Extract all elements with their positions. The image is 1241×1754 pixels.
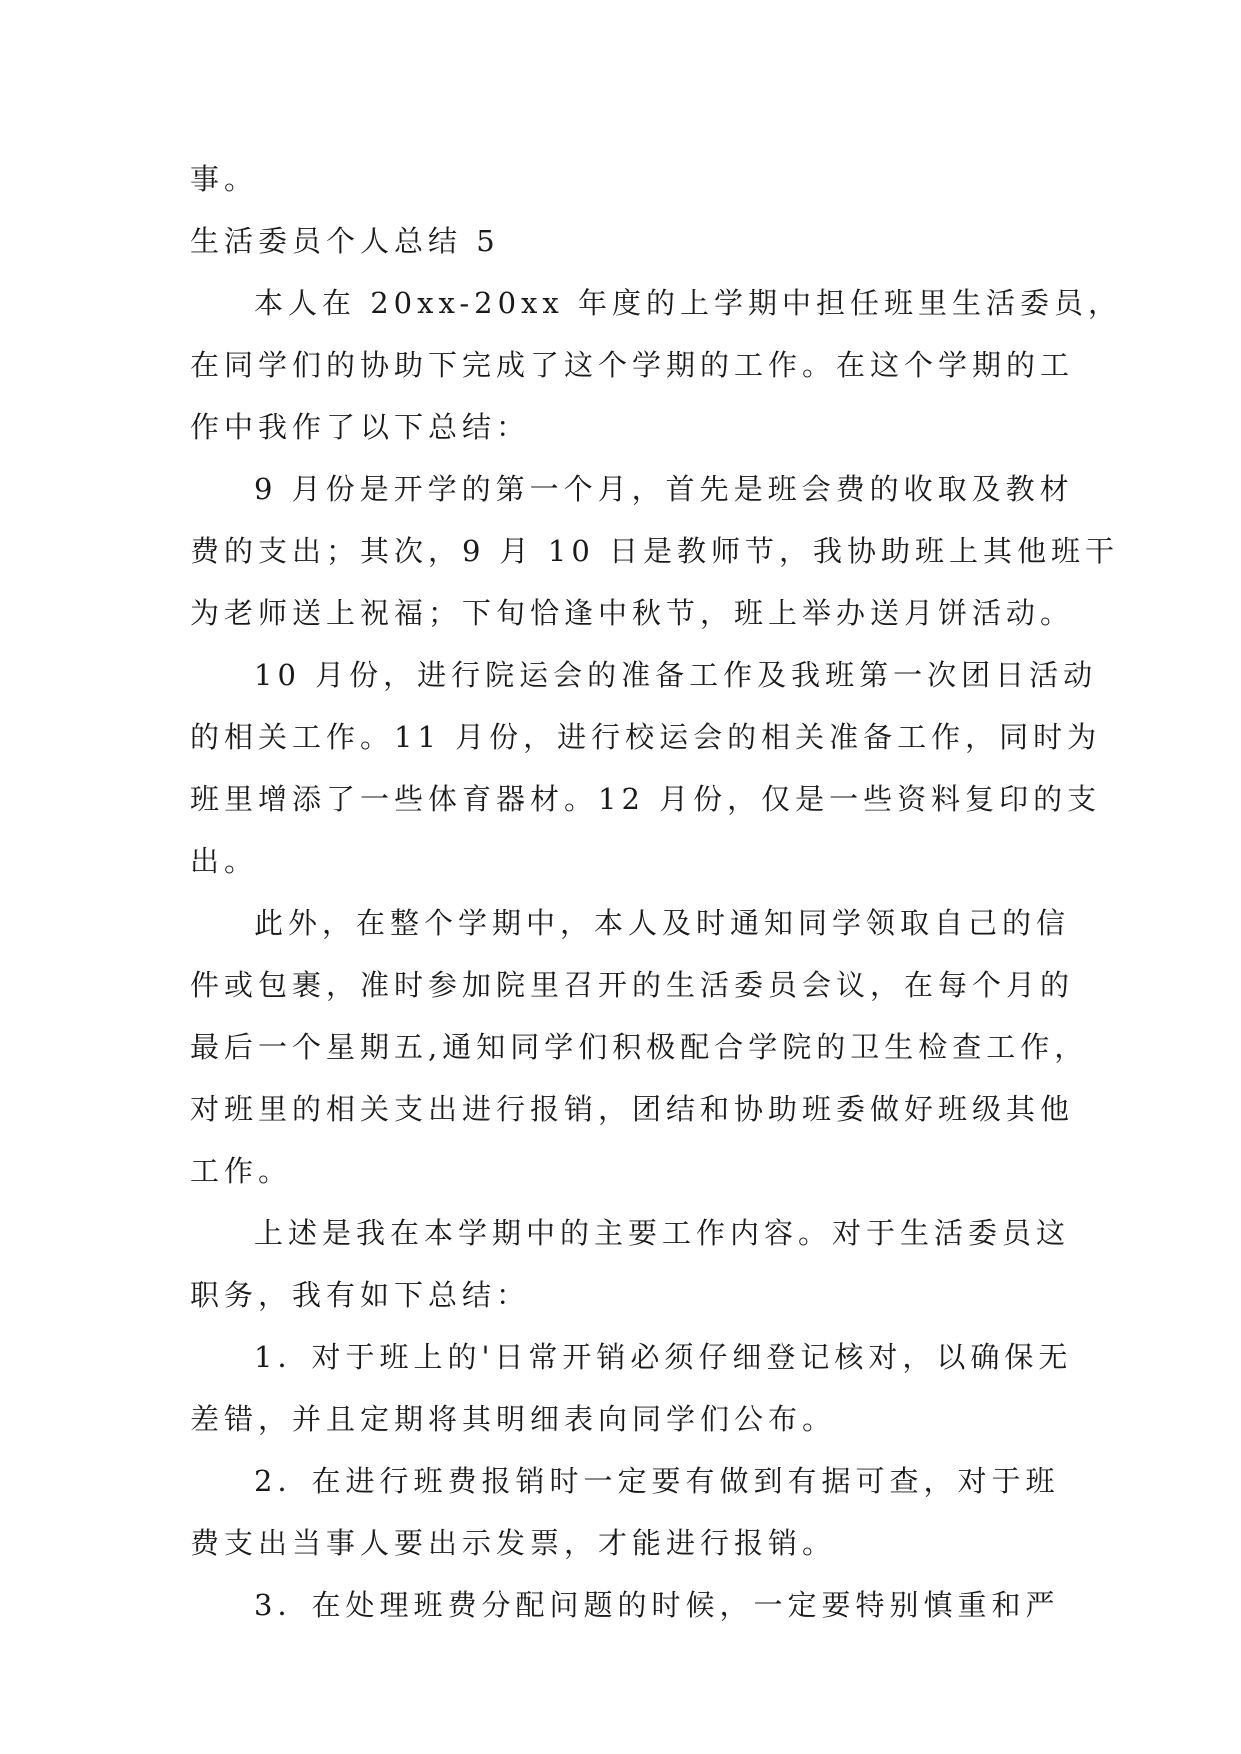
- text-line: 对班里的相关支出进行报销，团结和协助班委做好班级其他: [190, 1092, 1075, 1126]
- paragraph-start-line: 上述是我在本学期中的主要工作内容。对于生活委员这: [254, 1216, 1071, 1250]
- text-line: 的相关工作。11 月份，进行校运会的相关准备工作，同时为: [190, 720, 1102, 754]
- text-line: 费的支出；其次，9 月 10 日是教师节，我协助班上其他班干: [190, 534, 1120, 568]
- paragraph-start-line: 10 月份，进行院运会的准备工作及我班第一次团日活动: [254, 658, 1098, 692]
- document-body: [190, 148, 1122, 1636]
- text-line: 事。: [190, 162, 259, 196]
- text-line: 班里增添了一些体育器材。12 月份，仅是一些资料复印的支: [190, 782, 1102, 816]
- text-line: 费支出当事人要出示发票，才能进行报销。: [190, 1526, 837, 1560]
- list-item-3-line: 3．在处理班费分配问题的时候，一定要特别慎重和严: [254, 1588, 1060, 1622]
- text-line: 职务，我有如下总结：: [190, 1278, 531, 1312]
- paragraph-start-line: 本人在 20xx-20xx 年度的上学期中担任班里生活委员，: [254, 286, 1122, 320]
- paragraph-start-line: 此外，在整个学期中，本人及时通知同学领取自己的信: [254, 906, 1071, 940]
- text-line: 出。: [190, 844, 259, 878]
- paragraph-start-line: 9 月份是开学的第一个月，首先是班会费的收取及教材: [254, 472, 1074, 506]
- text-line: 在同学们的协助下完成了这个学期的工作。在这个学期的工: [190, 348, 1075, 382]
- list-item-1-line: 1．对于班上的'日常开销必须仔细登记核对，以确保无: [254, 1340, 1073, 1374]
- text-line: 最后一个星期五,通知同学们积极配合学院的卫生检查工作，: [190, 1030, 1089, 1064]
- text-line: 工作。: [190, 1154, 293, 1188]
- section-heading: 生活委员个人总结 5: [190, 224, 500, 258]
- text-line: 差错，并且定期将其明细表向同学们公布。: [190, 1402, 837, 1436]
- text-line: 件或包裹，准时参加院里召开的生活委员会议，在每个月的: [190, 968, 1075, 1002]
- list-item-2-line: 2．在进行班费报销时一定要有做到有据可查，对于班: [254, 1464, 1060, 1498]
- text-line: 作中我作了以下总结：: [190, 410, 531, 444]
- text-line: 为老师送上祝福；下旬恰逢中秋节，班上举办送月饼活动。: [190, 596, 1075, 630]
